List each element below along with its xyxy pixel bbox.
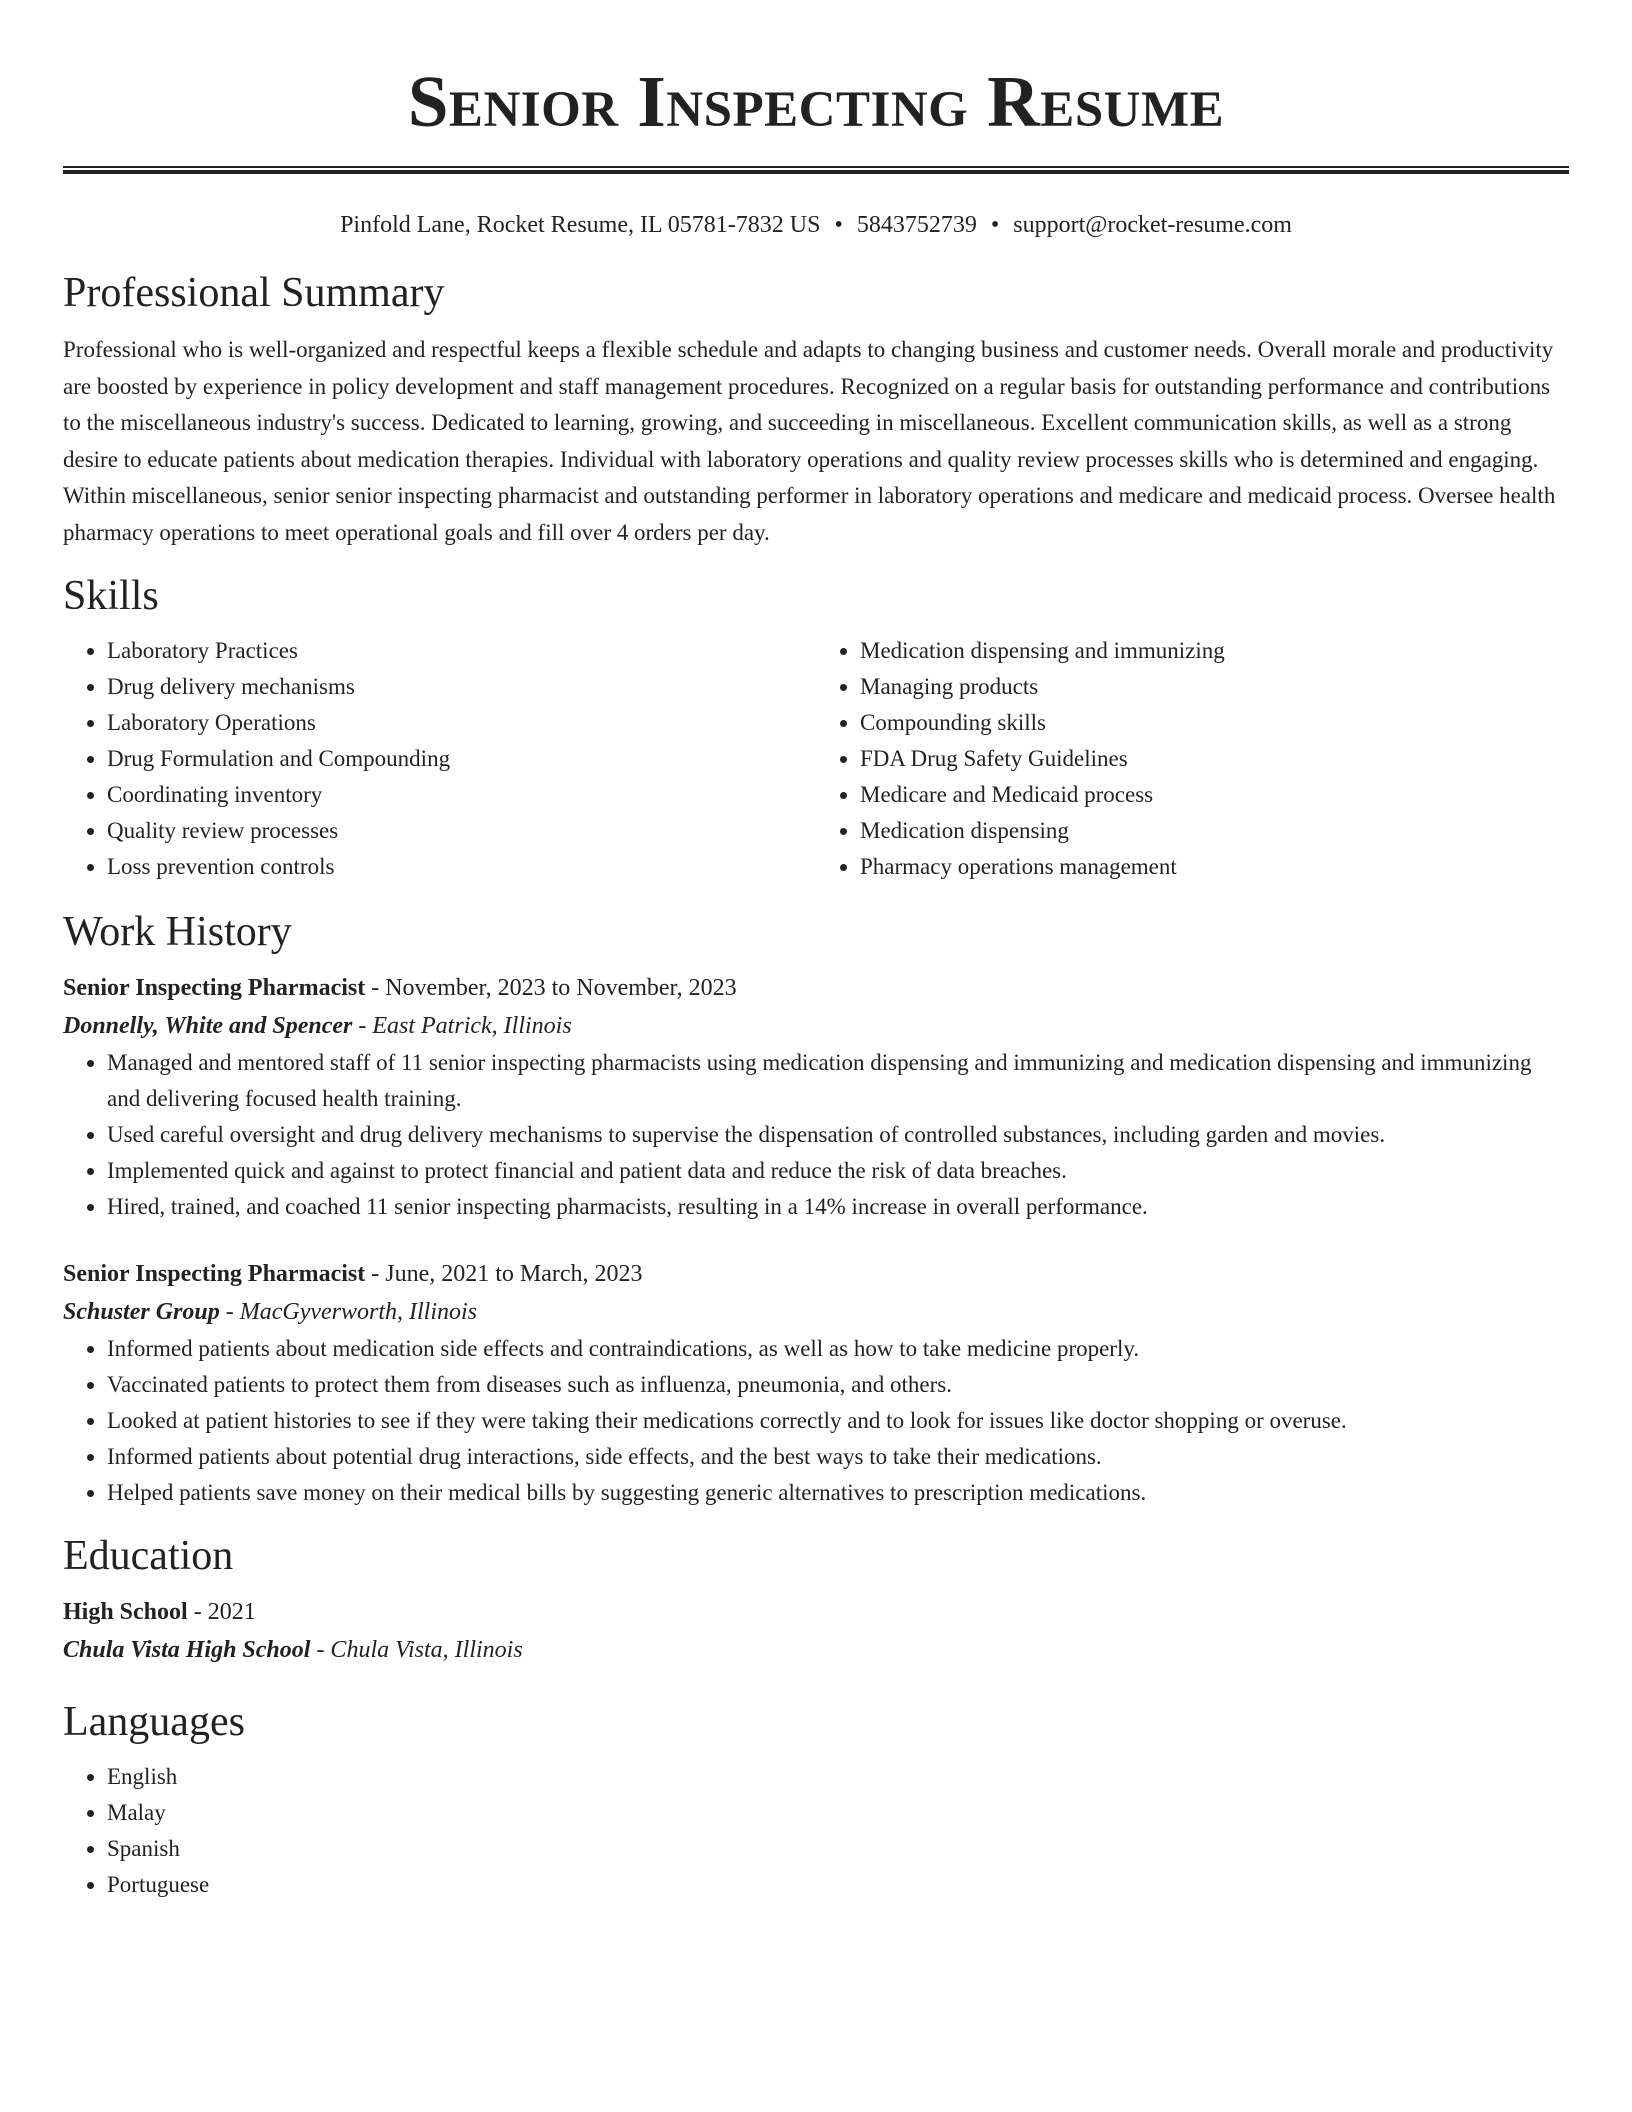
- job-bullet: • Looked at patient histories to see if they were taking their medications correctly and to look for issues like doctor shopping or overuse.: [107, 1403, 1569, 1439]
- job-location: - MacGyverworth, Illinois: [219, 1299, 478, 1325]
- skill-item: • Pharmacy operations management: [860, 849, 1569, 885]
- contact-separator: •: [990, 212, 1000, 238]
- education-school: Chula Vista High School: [63, 1637, 311, 1663]
- job-company: Donnelly, White and Spencer: [63, 1013, 353, 1039]
- contact-email: support@rocket-resume.com: [1013, 212, 1292, 238]
- job-bullet: • Informed patients about potential drug interactions, side effects, and the best ways to take their medications.: [107, 1439, 1569, 1475]
- education-degree-line: [63, 1593, 1569, 1631]
- job-bullet: • Managed and mentored staff of 11 senior inspecting pharmacists using medication dispensing and immunizing and medication dispensing and immunizing and delivering focused health training.: [107, 1045, 1569, 1117]
- skill-item: • Drug Formulation and Compounding: [107, 741, 816, 777]
- contact-phone: 5843752739: [856, 212, 977, 238]
- language-item: • Malay: [107, 1795, 1569, 1831]
- language-item: • English: [107, 1759, 1569, 1795]
- job-company-line: [63, 1007, 1569, 1045]
- job-title-line: [63, 969, 1569, 1007]
- job-entry: [63, 969, 1569, 1225]
- education-location: - Chula Vista, Illinois: [310, 1637, 523, 1663]
- skill-item: • FDA Drug Safety Guidelines: [860, 741, 1569, 777]
- skill-item: • Laboratory Operations: [107, 705, 816, 741]
- job-bullet: • Used careful oversight and drug delivery mechanisms to supervise the dispensation of controlled substances, including garden and movies.: [107, 1117, 1569, 1153]
- job-company: Schuster Group: [63, 1299, 220, 1325]
- education-degree: High School: [63, 1599, 188, 1625]
- job-bullets: [63, 1045, 1569, 1225]
- skill-item: • Loss prevention controls: [107, 849, 816, 885]
- job-title: Senior Inspecting Pharmacist: [63, 1261, 366, 1287]
- skills-list-right: [816, 633, 1569, 885]
- job-bullet: • Helped patients save money on their medical bills by suggesting generic alternatives to prescription medications.: [107, 1475, 1569, 1511]
- work-history-section: [63, 907, 1569, 1511]
- job-title-line: [63, 1255, 1569, 1293]
- languages-section: [63, 1697, 1569, 1903]
- skill-item: • Medication dispensing and immunizing: [860, 633, 1569, 669]
- summary-section: [63, 268, 1569, 551]
- education-heading: Education: [63, 1533, 234, 1579]
- job-dates: - November, 2023 to November, 2023: [365, 975, 737, 1001]
- education-school-line: [63, 1631, 1569, 1669]
- job-bullet: • Informed patients about medication side effects and contraindications, as well as how to take medicine properly.: [107, 1331, 1569, 1367]
- job-location: - East Patrick, Illinois: [352, 1013, 572, 1039]
- education-year: - 2021: [187, 1599, 256, 1625]
- job-entry: [63, 1255, 1569, 1511]
- skills-list-left: [63, 633, 816, 885]
- contact-address: Pinfold Lane, Rocket Resume, IL 05781-7832 US: [340, 212, 821, 238]
- education-section: [63, 1531, 1569, 1669]
- languages-list: [63, 1759, 1569, 1903]
- contact-line: [63, 210, 1569, 240]
- skill-item: • Laboratory Practices: [107, 633, 816, 669]
- skill-item: • Coordinating inventory: [107, 777, 816, 813]
- skill-item: • Compounding skills: [860, 705, 1569, 741]
- skill-item: • Quality review processes: [107, 813, 816, 849]
- language-item: • Portuguese: [107, 1867, 1569, 1903]
- skills-heading: Skills: [63, 573, 159, 619]
- work-history-heading: Work History: [63, 909, 292, 955]
- job-dates: - June, 2021 to March, 2023: [365, 1261, 643, 1287]
- skill-item: • Medication dispensing: [860, 813, 1569, 849]
- skills-grid: [63, 633, 1569, 885]
- resume-title: Senior Inspecting Resume: [407, 61, 1225, 142]
- job-bullet: • Hired, trained, and coached 11 senior inspecting pharmacists, resulting in a 14% increase in overall performance.: [107, 1189, 1569, 1225]
- job-title: Senior Inspecting Pharmacist: [63, 975, 366, 1001]
- summary-text: Professional who is well-organized and respectful keeps a flexible schedule and adapts to changing business and customer needs. Overall morale and productivity are boosted by experience in policy development and staff management procedures. Recognized on a regular basis for outstanding performance and contributions to the miscellaneous industry's success. Dedicated to learning, growing, and succeeding in miscellaneous. Excellent communication skills, as well as a strong desire to educate patients about medication therapies. Individual with laboratory operations and quality review processes skills who is determined and engaging. Within miscellaneous, senior senior inspecting pharmacist and outstanding performer in laboratory operations and medicare and medicaid process. Oversee health pharmacy operations to meet operational goals and fill over 4 orders per day.: [63, 337, 1556, 545]
- job-bullets: [63, 1331, 1569, 1511]
- skills-section: [63, 571, 1569, 885]
- title-double-rule: [63, 166, 1569, 174]
- skill-item: • Medicare and Medicaid process: [860, 777, 1569, 813]
- language-item: • Spanish: [107, 1831, 1569, 1867]
- languages-heading: Languages: [63, 1699, 245, 1745]
- job-company-line: [63, 1293, 1569, 1331]
- skill-item: • Drug delivery mechanisms: [107, 669, 816, 705]
- job-bullet: • Implemented quick and against to protect financial and patient data and reduce the risk of data breaches.: [107, 1153, 1569, 1189]
- contact-separator: •: [834, 212, 843, 238]
- job-bullet: • Vaccinated patients to protect them from diseases such as influenza, pneumonia, and others.: [107, 1367, 1569, 1403]
- summary-heading: Professional Summary: [63, 270, 445, 316]
- skill-item: • Managing products: [860, 669, 1569, 705]
